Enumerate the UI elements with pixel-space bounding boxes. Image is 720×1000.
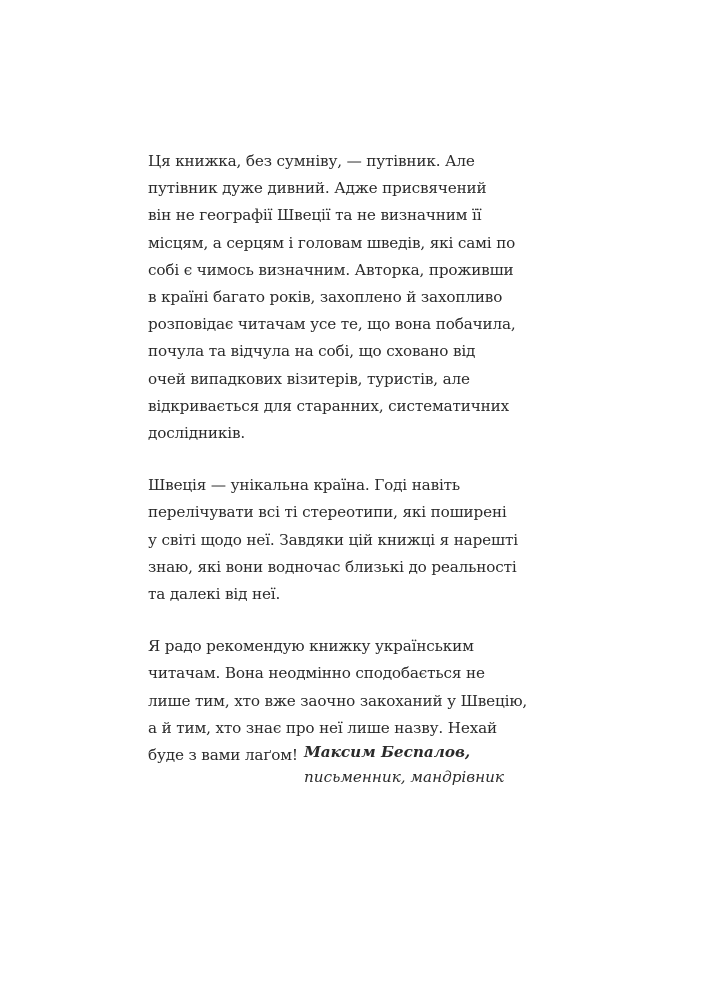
- text-line: в країні багато років, захоплено й захопливо: [148, 288, 503, 307]
- text-line: буде з вами лаґом!: [148, 746, 298, 765]
- author-name: Максим Беспалов,: [304, 743, 471, 761]
- text-line: читачам. Вона неодмінно сподобається не: [148, 664, 485, 683]
- text-line: почула та відчула на собі, що сховано від: [148, 342, 476, 361]
- paragraph-1: [148, 148, 588, 447]
- text-line: лише тим, хто вже заочно закоханий у Швецію,: [148, 691, 528, 710]
- text-line: місцям, а серцям і головам шведів, які самі по: [148, 233, 516, 252]
- text-line: очей випадкових візитерів, туристів, але: [148, 369, 470, 388]
- text-line: він не географії Швеції та не визначним її: [148, 206, 482, 225]
- signature: [304, 740, 504, 790]
- text-line: собі є чимось визначним. Авторка, проживши: [148, 260, 514, 279]
- text-line: а й тим, хто знає про неї лише назву. Нехай: [148, 718, 498, 737]
- text-line: знаю, які вони водночас близькі до реальності: [148, 557, 517, 576]
- text-line: путівник дуже дивний. Адже присвячений: [148, 179, 487, 198]
- text-line: відкривається для старанних, систематичних: [148, 396, 509, 415]
- text-line: Ця книжка, без сумніву, — путівник. Але: [148, 152, 475, 170]
- text-line: дослідників.: [148, 424, 246, 443]
- paragraph-2: [148, 472, 588, 608]
- author-role: письменник, мандрівник: [304, 768, 504, 786]
- text-line: Я радо рекомендую книжку українським: [148, 637, 474, 656]
- text-line: перелічувати всі ті стереотипи, які поширені: [148, 503, 507, 522]
- document-body: [148, 148, 588, 794]
- text-line: у світі щодо неї. Завдяки цій книжці я нарешті: [148, 530, 518, 549]
- text-line: Швеція — унікальна країна. Годі навіть: [148, 476, 461, 495]
- text-line: та далекі від неї.: [148, 585, 281, 604]
- text-line: розповідає читачам усе те, що вона побачила,: [148, 315, 516, 334]
